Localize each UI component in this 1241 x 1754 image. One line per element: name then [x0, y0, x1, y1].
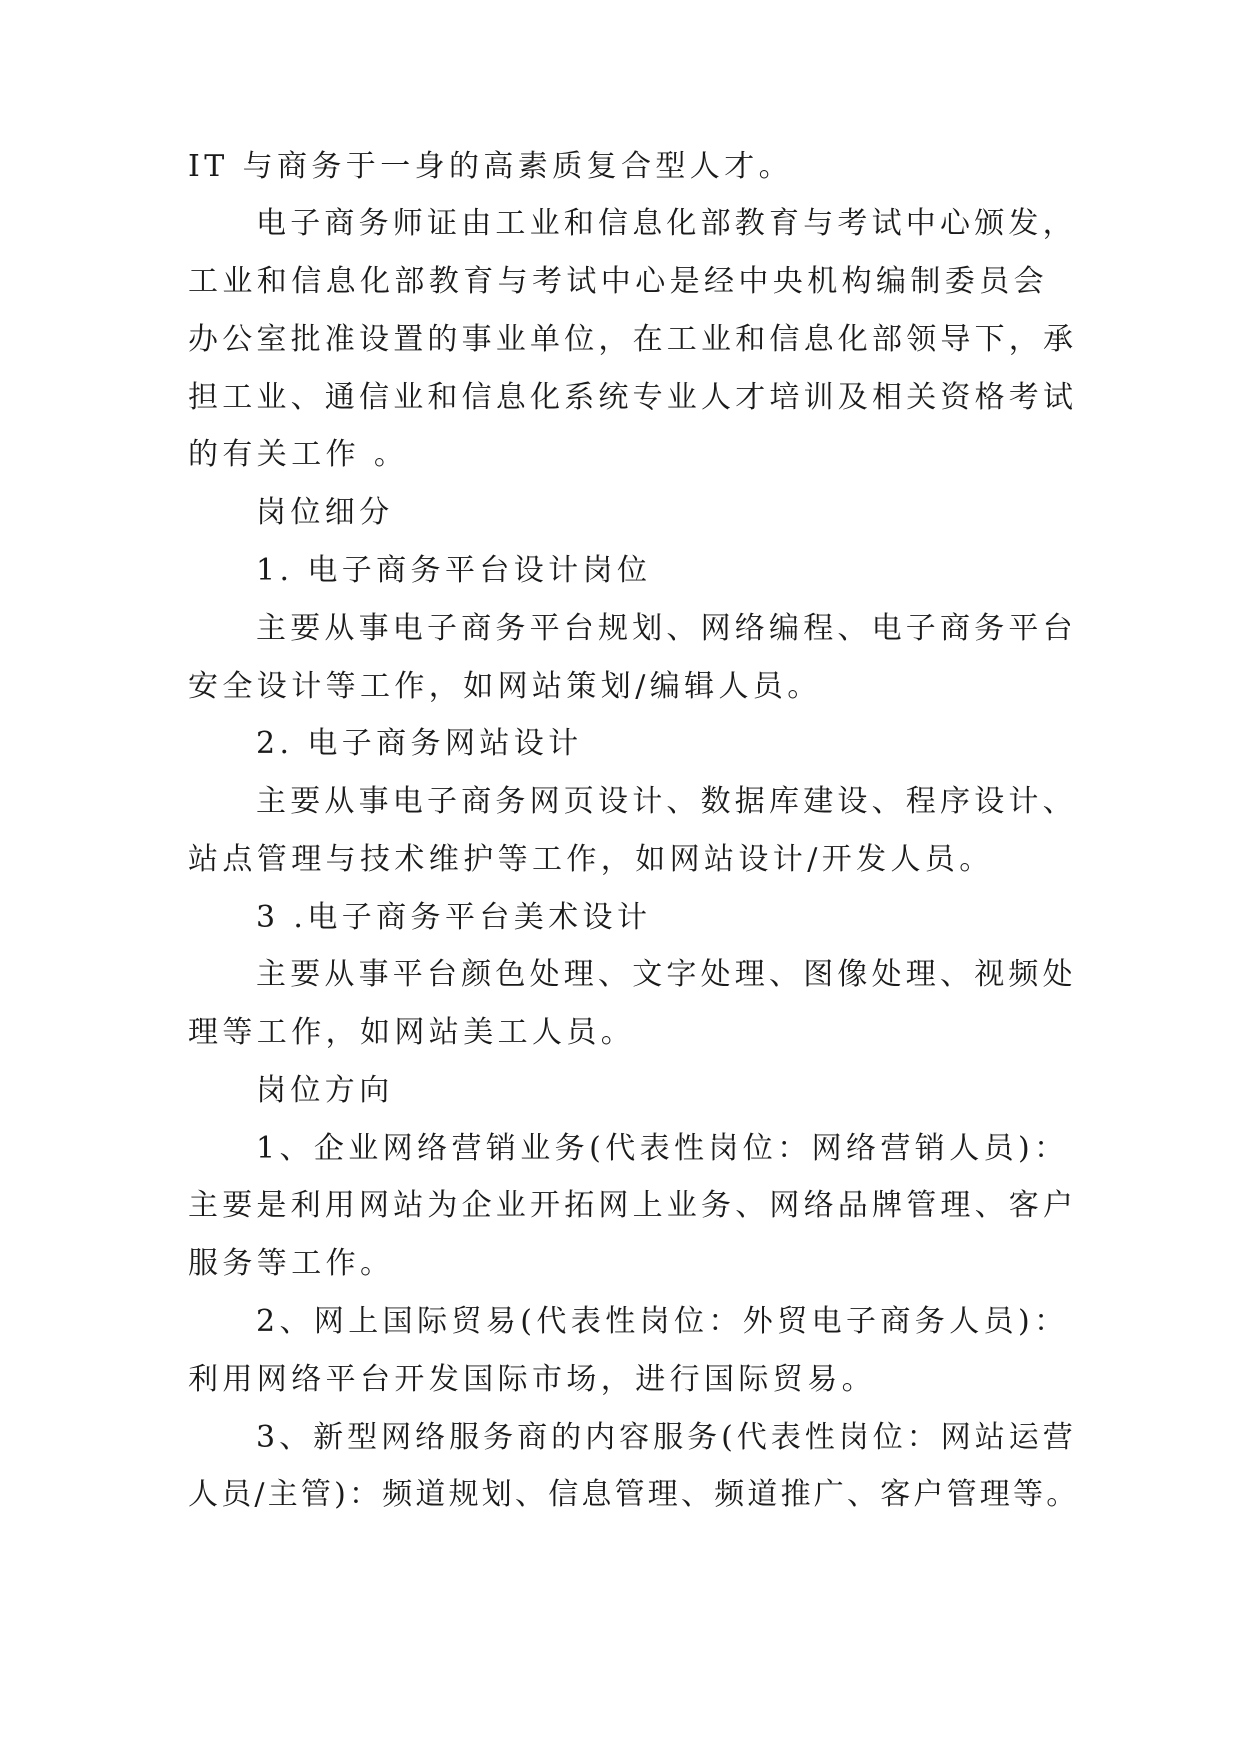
list-item: 3、新型网络服务商的内容服务(代表性岗位：网站运营 — [256, 1420, 1077, 1455]
text-line: 电子商务师证由工业和信息化部教育与考试中心颁发， — [256, 206, 1077, 241]
section-heading: 岗位方向 — [256, 1073, 394, 1108]
list-heading: 1. 电子商务平台设计岗位 — [256, 553, 652, 588]
list-heading: 2. 电子商务网站设计 — [256, 726, 583, 761]
section-heading: 岗位细分 — [256, 495, 394, 530]
text-line: 服务等工作。 — [188, 1246, 395, 1281]
list-heading: 3 .电子商务平台美术设计 — [256, 900, 652, 935]
text-line: 理等工作，如网站美工人员。 — [188, 1015, 636, 1050]
text-line: 的有关工作 。 — [188, 437, 409, 472]
text-line: 人员/主管)：频道规划、信息管理、频道推广、客户管理等。 — [188, 1477, 1080, 1512]
text-line: 主要从事电子商务平台规划、网络编程、电子商务平台 — [256, 611, 1077, 646]
list-item: 1、企业网络营销业务(代表性岗位：网络营销人员)： — [256, 1131, 1069, 1166]
text-line: 担工业、通信业和信息化系统专业人才培训及相关资格考试 — [188, 380, 1078, 415]
text-line: 主要从事电子商务网页设计、数据库建设、程序设计、 — [256, 784, 1077, 819]
text-line: 主要从事平台颜色处理、文字处理、图像处理、视频处 — [256, 957, 1077, 992]
text-line: 主要是利用网站为企业开拓网上业务、网络品牌管理、客户 — [188, 1188, 1078, 1223]
text-line: 利用网络平台开发国际市场，进行国际贸易。 — [188, 1362, 876, 1397]
text-line: 站点管理与技术维护等工作，如网站设计/开发人员。 — [188, 842, 994, 877]
text-line: 办公室批准设置的事业单位，在工业和信息化部领导下，承 — [188, 322, 1078, 357]
text-line: IT 与商务于一身的高素质复合型人才。 — [188, 149, 793, 184]
list-item: 2、网上国际贸易(代表性岗位：外贸电子商务人员)： — [256, 1304, 1069, 1339]
text-line: 工业和信息化部教育与考试中心是经中央机构编制委员会 — [188, 264, 1048, 299]
text-line: 安全设计等工作，如网站策划/编辑人员。 — [188, 669, 822, 704]
